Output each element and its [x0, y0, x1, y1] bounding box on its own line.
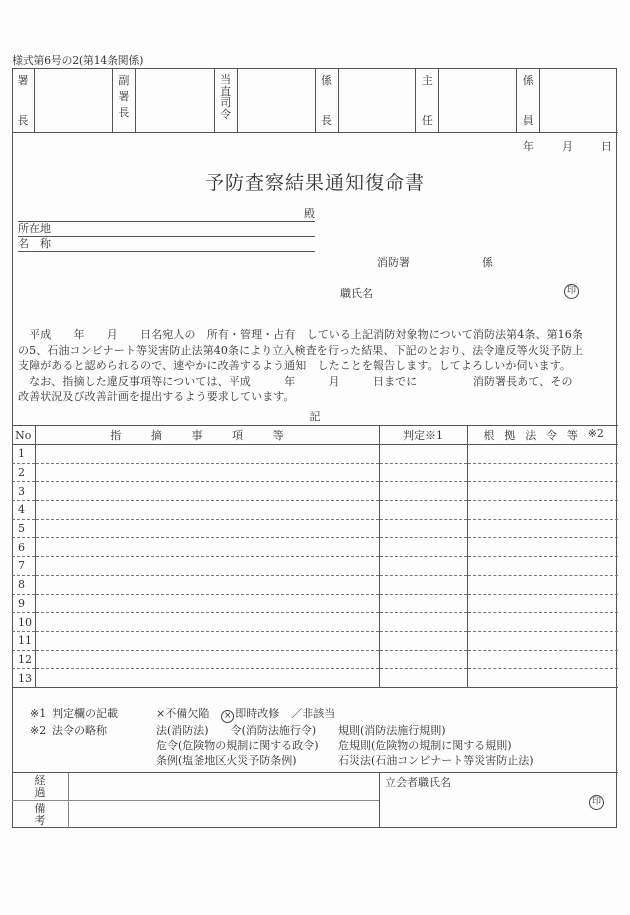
abbrev-right: 規則(消防法施行規則): [338, 724, 446, 737]
table-row: [12, 575, 618, 594]
basis-cell[interactable]: [467, 594, 618, 613]
addressee-field[interactable]: [18, 207, 315, 222]
finding-cell[interactable]: [35, 482, 379, 501]
table-row: [12, 445, 618, 464]
note-label: 法令の略称: [52, 724, 107, 737]
header-basis: [467, 426, 618, 445]
row-number: 2: [12, 463, 35, 482]
table-row: [12, 669, 618, 688]
finding-cell[interactable]: [35, 613, 379, 632]
table-row: [12, 463, 618, 482]
judgement-cell[interactable]: [379, 575, 467, 594]
section-label: 係: [482, 256, 493, 269]
signature-box[interactable]: [238, 68, 316, 132]
signature-label: 係 長: [316, 68, 339, 132]
row-number: 1: [12, 445, 35, 464]
witness-label: 立会者職氏名: [385, 776, 451, 789]
basis-cell[interactable]: [467, 575, 618, 594]
note-mark: ※2: [30, 724, 47, 737]
signature-label: 署 長: [12, 68, 35, 132]
judgement-cell[interactable]: [379, 557, 467, 576]
judgement-cell[interactable]: [379, 501, 467, 520]
table-row: [12, 538, 618, 557]
finding-cell[interactable]: [35, 445, 379, 464]
basis-cell[interactable]: [467, 463, 618, 482]
seal-icon: 印: [589, 795, 604, 810]
basis-cell[interactable]: [467, 538, 618, 557]
table-row: [12, 613, 618, 632]
basis-cell[interactable]: [467, 445, 618, 464]
table-row: [12, 519, 618, 538]
note-1: [30, 706, 534, 723]
judgement-cell[interactable]: [379, 650, 467, 669]
judgement-cell[interactable]: [379, 594, 467, 613]
ki-heading: 記: [309, 410, 321, 423]
header-item-char: 摘: [150, 429, 162, 442]
judgement-cell[interactable]: [379, 463, 467, 482]
note-item-defect: ×不備欠陥: [156, 707, 210, 720]
basis-cell[interactable]: [467, 631, 618, 650]
row-number: 8: [12, 575, 35, 594]
finding-cell[interactable]: [35, 557, 379, 576]
note-2-cont: [30, 753, 534, 768]
note-label: 判定欄の記載: [52, 707, 118, 720]
signature-label: 当 直 司 令: [215, 68, 238, 132]
abbrev-right: 石災法(石油コンビナート等災害防止法): [338, 754, 534, 767]
header-item-char: 事: [191, 429, 203, 442]
note-item-immediate: × 即時改修: [221, 706, 279, 723]
row-number: 6: [12, 538, 35, 557]
row-number: 11: [12, 631, 35, 650]
row-number: 12: [12, 650, 35, 669]
row-number: 7: [12, 557, 35, 576]
remarks-label: 備 考: [12, 801, 69, 828]
note-2-cont: [30, 738, 534, 753]
report-body: [18, 327, 616, 405]
finding-cell[interactable]: [35, 519, 379, 538]
header-basis-char: 根: [483, 429, 495, 442]
judgement-cell[interactable]: [379, 519, 467, 538]
signature-label: 副 署 長: [113, 68, 136, 132]
row-number: 3: [12, 482, 35, 501]
location-field[interactable]: [18, 222, 315, 237]
finding-cell[interactable]: [35, 501, 379, 520]
row-number: 4: [12, 501, 35, 520]
judgement-cell[interactable]: [379, 445, 467, 464]
form-id: 様式第6号の2(第14条関係): [12, 54, 144, 67]
header-item-char: 項: [232, 429, 244, 442]
honorific-label: 殿: [304, 207, 315, 220]
divider: [379, 773, 380, 828]
judgement-cell[interactable]: [379, 631, 467, 650]
finding-cell[interactable]: [35, 594, 379, 613]
header-basis-char: ※2: [587, 427, 604, 440]
abbrev-left: 危令(危険物の規制に関する政令): [156, 739, 319, 752]
table-row: [12, 482, 618, 501]
row-number: 10: [12, 613, 35, 632]
fire-station-label: 消防署: [377, 256, 410, 269]
basis-cell[interactable]: [467, 501, 618, 520]
row-number: 5: [12, 519, 35, 538]
judgement-cell[interactable]: [379, 613, 467, 632]
table-row: [12, 501, 618, 520]
header-judgement: 判定※1: [379, 426, 467, 445]
header-basis-char: 拠: [504, 429, 516, 442]
finding-cell[interactable]: [35, 463, 379, 482]
abbrev-right: 危規則(危険物の規制に関する規則): [338, 739, 512, 752]
header-no: No: [12, 426, 35, 445]
note-item-na: ／非該当: [291, 707, 336, 720]
table-row: [12, 631, 618, 650]
header-basis-char: 等: [566, 429, 578, 442]
remarks-field[interactable]: [69, 801, 379, 828]
name-label: 名 称: [18, 237, 51, 250]
finding-cell[interactable]: [35, 575, 379, 594]
header-basis-char: 令: [546, 429, 558, 442]
progress-field[interactable]: [69, 773, 379, 801]
abbrev-left: 法(消防法) 令(消防法施行令): [156, 724, 317, 737]
findings-table: [12, 425, 618, 688]
finding-cell[interactable]: [35, 650, 379, 669]
basis-cell[interactable]: [467, 519, 618, 538]
basis-cell[interactable]: [467, 650, 618, 669]
date-year-label: 年: [523, 140, 534, 153]
finding-cell[interactable]: [35, 631, 379, 650]
signature-box[interactable]: [540, 68, 618, 132]
signature-box[interactable]: [35, 68, 113, 132]
body-line: 改善状況及び改善計画を提出するよう要求しています。: [18, 390, 295, 403]
approval-signature-row: [12, 68, 618, 133]
table-row: [12, 650, 618, 669]
header-item-char: 指: [110, 429, 122, 442]
signature-label: 主 任: [416, 68, 439, 132]
basis-cell[interactable]: [467, 669, 618, 688]
body-line: 支障があると認められるので、速やかに改善するよう通知 したことを報告します。してよろしいか伺います。: [18, 359, 572, 372]
note-mark: ※1: [30, 707, 47, 720]
row-number: 13: [12, 669, 35, 688]
signature-label: 係 員: [517, 68, 540, 132]
finding-cell[interactable]: [35, 538, 379, 557]
header-item: [35, 426, 379, 445]
signature-box[interactable]: [339, 68, 417, 132]
signature-box[interactable]: [136, 68, 215, 132]
document-title: 予防査察結果通知復命書: [204, 172, 425, 194]
location-label: 所在地: [18, 222, 51, 235]
abbrev-left: 条例(塩釜地区火災予防条例): [156, 754, 297, 767]
basis-cell[interactable]: [467, 613, 618, 632]
body-line: なお、指摘した違反事項等については、平成 年 月 日までに 消防署長あて、その: [18, 374, 573, 388]
date-month-label: 月: [562, 140, 573, 153]
body-line: 平成 年 月 日名宛人の 所有・管理・占有 している上記消防対象物について消防法第4条、第16条: [18, 328, 583, 341]
row-number: 9: [12, 594, 35, 613]
notes-section: [30, 706, 534, 768]
header-basis-char: 法: [525, 429, 537, 442]
basis-cell[interactable]: [467, 557, 618, 576]
table-row: [12, 557, 618, 576]
circled-x-icon: ×: [221, 710, 234, 723]
progress-label: 経 過: [12, 773, 69, 801]
findings-header-row: [12, 426, 618, 445]
header-item-char: 等: [272, 429, 284, 442]
name-field[interactable]: [18, 237, 315, 252]
signature-box[interactable]: [439, 68, 517, 132]
date-line: [523, 138, 612, 154]
body-line: の5、石油コンビナート等災害防止法第40条により立入検査を行った結果、下記のとおり、法令違反等火災予防上: [18, 343, 584, 357]
judgement-cell[interactable]: [379, 538, 467, 557]
judgement-cell[interactable]: [379, 669, 467, 688]
date-day-label: 日: [601, 140, 612, 153]
seal-icon: 印: [564, 284, 579, 299]
judgement-cell[interactable]: [379, 482, 467, 501]
table-row: [12, 594, 618, 613]
basis-cell[interactable]: [467, 482, 618, 501]
note-2: [30, 723, 534, 738]
official-name-label: 職氏名: [340, 287, 373, 300]
finding-cell[interactable]: [35, 669, 379, 688]
